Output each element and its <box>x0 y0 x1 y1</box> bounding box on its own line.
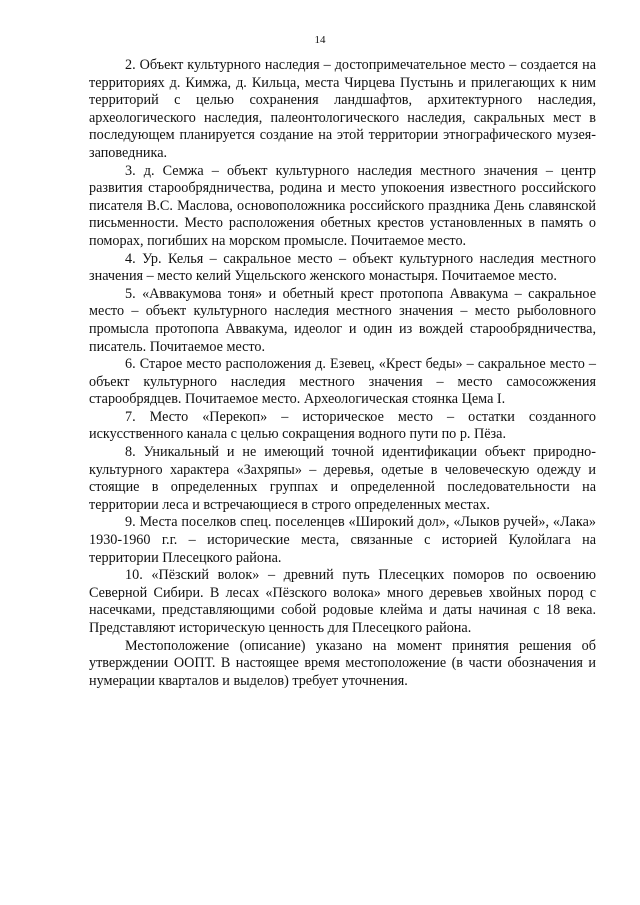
paragraph-item-7: 7. Место «Перекоп» – историческое место – остатки созданного искусственного канала с целью сокращения водного пути по р. Пёза. <box>89 408 596 443</box>
page-number: 14 <box>314 34 326 46</box>
paragraph-item-8: 8. Уникальный и не имеющий точной идентификации объект природно-культурного характера «Захряпы» – деревья, одетые в человеческую одежду и стоящие в определенных группах и определенной последовательности на территории леса и встречающиеся в строго определенных местах. <box>89 444 596 513</box>
paragraph-location-note: Местоположение (описание) указано на момент принятия решения об утверждении ООПТ. В настоящее время местоположение (в части обозначения и нумерации кварталов и выделов) требует уточнения. <box>89 637 596 689</box>
paragraph-item-10: 10. «Пёзский волок» – древний путь Плесецких поморов по освоению Северной Сибири. В лесах «Пёзского волока» много деревьев хвойных пород с насечками, представляющими собой родовые клейма и даты начиная с 18 века. Представляют историческую ценность для Плесецкого района. <box>89 567 596 636</box>
paragraph-item-5: 5. «Аввакумова тоня» и обетный крест протопопа Аввакума – сакральное место – объект культурного наследия местного значения – место рыболовного промысла протопопа Аввакума, идеолог и один из вождей старообрядничества, писатель. Почитаемое место. <box>89 285 596 355</box>
paragraph-item-4: 4. Ур. Келья – сакральное место – объект культурного наследия местного значения – место келий Ущельского женского монастыря. Почитаемое место. <box>89 250 596 285</box>
paragraph-item-3: 3. д. Семжа – объект культурного наследия местного значения – центр развития старообрядничества, родина и место упокоения известного российского писателя В.С. Маслова, основоположника российского праздника День славянской письменности. Место расположения обетных крестов установленных в память о поморах, погибших на морском промысле. Почитаемое место. <box>89 162 596 249</box>
paragraph-item-6: 6. Старое место расположения д. Езевец, «Крест беды» – сакральное место – объект культурного наследия местного значения – место самосожжения старообрядцев. Почитаемое место. Археологическая стоянка Цема I. <box>89 356 596 408</box>
paragraph-item-9: 9. Места поселков спец. поселенцев «Широкий дол», «Лыков ручей», «Лака» 1930-1960 г.г. – исторические места, связанные с историей Кулойлага на территории Плесецкого района. <box>89 514 596 566</box>
document-body <box>89 57 596 690</box>
paragraph-item-2: 2. Объект культурного наследия – достопримечательное место – создается на территориях д. Кимжа, д. Кильца, места Чирцева Пустынь и прилегающих к ним территорий с целью сохранения ландшафтов, архитектурного наследия, археологического наследия, палеонтологического наследия, сакральных мест в последующем планируется создание на этой территории этнографического музея-заповедника. <box>89 57 596 161</box>
